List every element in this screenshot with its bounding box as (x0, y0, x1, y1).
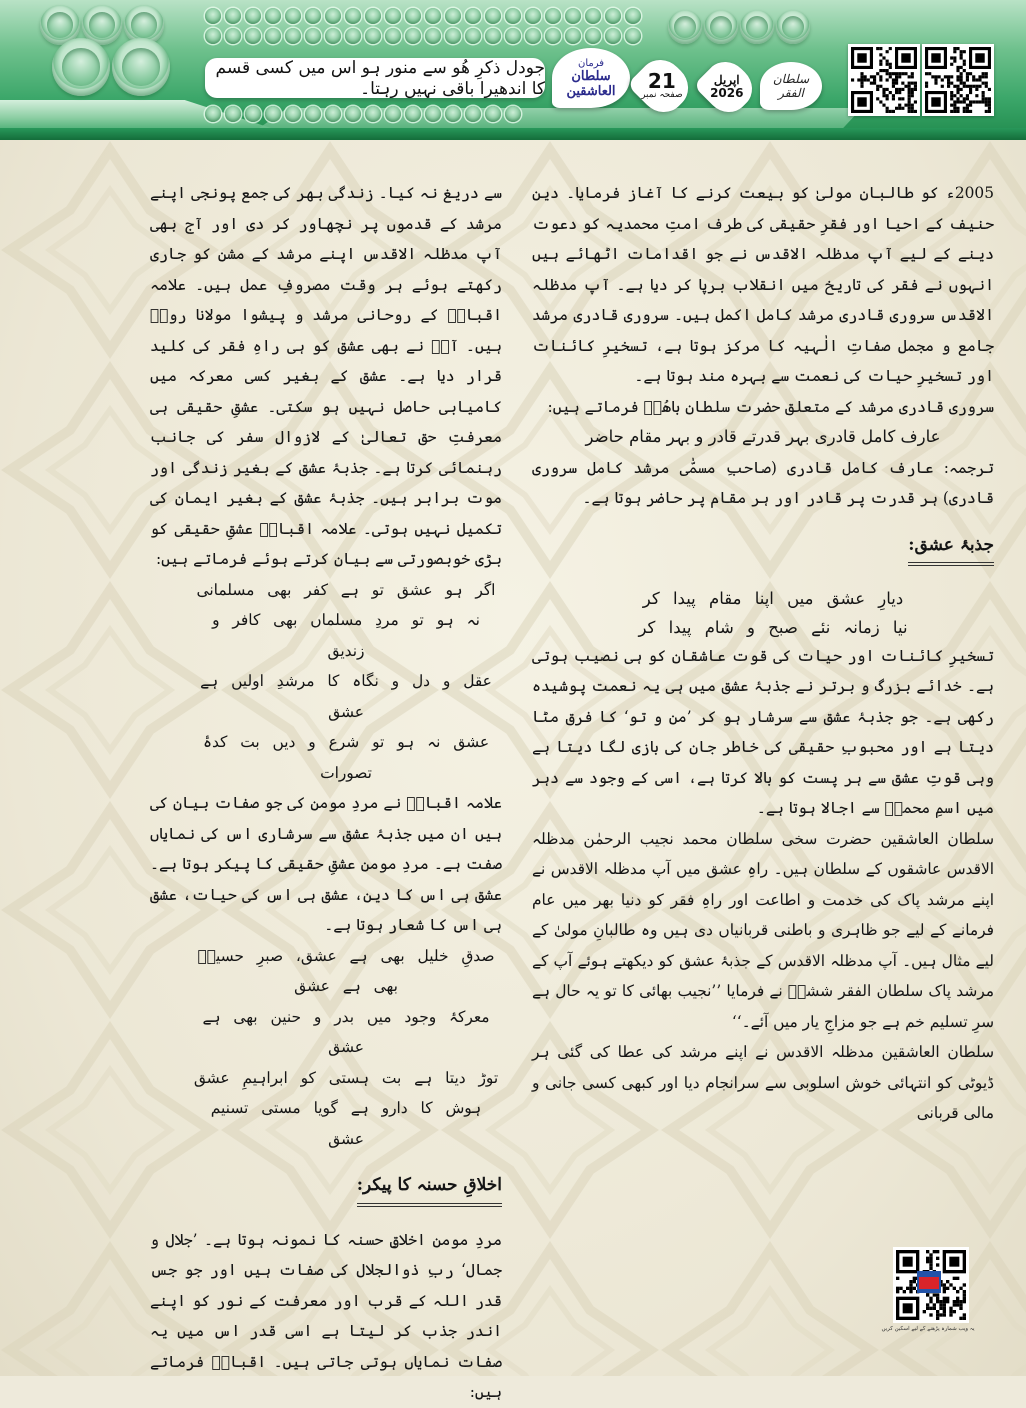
decor-dot (485, 8, 501, 24)
decor-dot (225, 28, 241, 44)
decor-dot (425, 8, 441, 24)
decor-dot (405, 106, 421, 122)
decor-ring (704, 10, 738, 44)
decor-dot (505, 106, 521, 122)
section-heading-akhlaq-e-hasna: اخلاقِ حسنہ کا پیکر: (357, 1170, 502, 1207)
qr-code-1[interactable] (848, 44, 920, 116)
paragraph: تسخیرِ کائنات اور حیات کی قوت عاشقان کو ہی نصیب ہوتی ہے۔ خدائے بزرگ و برتر نے جذبۂ عشق میں ہی یہ نعمت پوشیدہ رکھی ہے۔ جو جذبۂ عشق سے سرشار ہو کر ’من و تو‘ کا فرق مٹا دیتا ہے اور محبوبِ حقیقی کی خاطر جان کی بازی لگا دیتا ہے وہی قوتِ عشق سے ہر پست کو بالا کرتا ہے، اسی کے وجود سے دہر میں اسمِ محمدؐ سے اجالا ہوتا ہے۔ (532, 646, 994, 817)
decor-dot (465, 28, 481, 44)
decor-dots (205, 106, 521, 122)
magazine-logo (760, 62, 822, 110)
header-bottom-bar (0, 128, 1026, 140)
decor-dot (205, 28, 221, 44)
issue-year: 2026 (710, 86, 744, 100)
paragraph: علامہ اقبالؒ نے مردِ مومن کی جو صفات بیان کی ہیں ان میں جذبۂ عشق سے سرشاری اس کی نمایاں صفت ہے۔ مردِ مومن عشقِ حقیقی کا پیکر ہوتا ہے۔ عشق ہی اس کا دین، عشق ہی اس کی حیات، عشق ہی اس کا شعار ہوتا ہے۔ (150, 794, 502, 934)
verse-line: صدقِ خلیل بھی ہے عشق، صبرِ حسینؓ بھی ہے عشق (197, 946, 495, 995)
decor-dot (325, 28, 341, 44)
paragraph: مردِ مومن اخلاقِ حسنہ کا نمونہ ہوتا ہے۔ ’جلال و جمال‘ ربِ ذوالجلال کی صفات ہیں اور جو جس قدر اللہ کے قرب اور معرفت کے نور کو اپنے اندر جذب کر لیتا ہے اسی قدر اس میں یہ صفات نمایاں ہوتی جاتی ہیں۔ اقبالؒ فرماتے ہیں: (150, 1230, 502, 1401)
persian-verse: عارف کامل قادری بہر قدرتے قادر و بہر مقام حاضر (585, 427, 941, 446)
decor-dots (205, 28, 641, 44)
decor-dot (345, 8, 361, 24)
verse-line: معرکۂ وجود میں بدر و حنین بھی ہے عشق (202, 1007, 490, 1056)
article-column-left (150, 178, 502, 1408)
decor-dot (405, 28, 421, 44)
decor-dot (445, 106, 461, 122)
decor-dot (305, 28, 321, 44)
decor-dot (205, 8, 221, 24)
verse-line: دیارِ عشق میں اپنا مقام پیدا کر (642, 589, 904, 608)
qr-code-icon (851, 47, 917, 113)
farman-label: فرمان (577, 57, 605, 69)
decor-dot (565, 28, 581, 44)
decor-dot (425, 28, 441, 44)
qr-code-2[interactable] (922, 44, 994, 116)
header-quote (205, 58, 545, 98)
paragraph: سروری قادری مرشد کے متعلق حضرت سلطان باھُوؒ فرماتے ہیں: (547, 397, 994, 416)
decor-ring (776, 10, 810, 44)
header-quote-text: جودل ذکرِ ھُو سے منور ہو اس میں کسی قسم کا اندھیرا باقی نہیں رہتا۔ (215, 58, 545, 99)
decor-dot (365, 106, 381, 122)
decor-dot (565, 8, 581, 24)
decor-dot (545, 28, 561, 44)
page-label: صفحہ نمبر (641, 90, 683, 100)
web-edition-qr-code[interactable] (893, 1247, 969, 1323)
decor-dot (225, 8, 241, 24)
magazine-logo-text: سلطان الفقر (772, 72, 810, 100)
decor-dot (385, 8, 401, 24)
decor-dot (245, 28, 261, 44)
decor-dot (625, 28, 641, 44)
paragraph: سلطان العاشقین مدظلہ الاقدس نے اپنے مرشد کی عطا کی گئی ہر ڈیوٹی کو انتہائی خوش اسلوبی سے سرانجام دیا اور کبھی کسی جانی و مالی قربانی (532, 1043, 994, 1122)
decor-dot (345, 106, 361, 122)
decor-dot (485, 28, 501, 44)
decor-dot (505, 8, 521, 24)
decor-ring (112, 38, 170, 96)
magazine-header (0, 0, 1026, 140)
decor-dot (265, 106, 281, 122)
farman-source: سلطان العاشقین (566, 68, 616, 99)
decor-dot (625, 8, 641, 24)
page-number: 21 (648, 69, 676, 93)
decor-dot (385, 28, 401, 44)
verse-line: نیا زمانہ نئے صبح و شام پیدا کر (638, 617, 908, 637)
verse-line: نہ ہو تو مردِ مسلماں بھی کافر و زندیق (212, 611, 480, 660)
decor-dot (345, 28, 361, 44)
decor-dot (365, 28, 381, 44)
decor-dot (305, 106, 321, 122)
decor-dot (445, 28, 461, 44)
decor-dot (305, 8, 321, 24)
magazine-logo-icon (917, 1271, 941, 1293)
decor-ring (740, 10, 774, 44)
decor-dot (505, 28, 521, 44)
verse-line: ہوش کا دارو ہے گویا مستی تسنیم عشق (210, 1099, 482, 1148)
decor-dot (245, 106, 261, 122)
paragraph: سلطان العاشقین حضرت سخی سلطان محمد نجیب الرحمٰن مدظلہ الاقدس عاشقوں کے سلطان ہیں۔ راہِ عشق میں آپ مدظلہ الاقدس نے اپنے مرشد پاک کی خدمت و اطاعت اور راہِ فقر کو دنیا بھر میں عام فرمانے کے لیے جو ظاہری و باطنی قربانیاں دی ہیں وہ طالبانِ مولیٰ کے لیے مثال ہیں۔ آپ مدظلہ الاقدس کے جذبۂ عشق کو دیکھتے ہوئے آپ کے مرشد پاک سلطان الفقر ششمؒ نے فرمایا ’’نجیب بھائی کا تو یہ حال ہے سرِ تسلیم خم ہے جو مزاجِ یار میں آئے۔‘‘ (532, 829, 994, 1031)
decor-dot (225, 106, 241, 122)
decor-dots (205, 8, 641, 24)
qr-code-icon (925, 47, 991, 113)
decor-dot (325, 106, 341, 122)
verse-translation: ترجمہ: عارف کامل قادری (صاحبِ مسمّٰی مرشد کامل سروری قادری) ہر قدرت پر قادر اور ہر مقام پر حاضر ہوتا ہے۔ (532, 458, 994, 507)
decor-ring (668, 10, 702, 44)
paragraph: 2005ء کو طالبانِ مولیٰ کو بیعت کرنے کا آغاز فرمایا۔ دینِ حنیف کے احیا اور فقرِ حقیقی کی طرف امتِ محمدیہ کو دعوت دینے کے لیے آپ مدظلہ الاقدس نے جو اقدامات اٹھائے ہیں انہوں نے فقر کی تاریخ میں انقلاب برپا کر دیا ہے۔ آپ مدظلہ الاقدس سروری قادری مرشد کامل اکمل ہیں۔ سروری قادری مرشد جامع و مجمل صفاتِ الٰہیہ کا مرکز ہوتا ہے، تسخیرِ کائنات اور تسخیرِ حیات کی نعمت سے بہرہ مند ہوتا ہے۔ (532, 184, 994, 385)
decor-dot (605, 28, 621, 44)
decor-dot (325, 8, 341, 24)
verse-line: توڑ دیتا ہے بت ہستی کو ابراہیمِ عشق (193, 1068, 499, 1087)
decor-dot (585, 28, 601, 44)
decor-dot (245, 8, 261, 24)
decor-dot (525, 8, 541, 24)
decor-dot (265, 8, 281, 24)
decor-dot (485, 106, 501, 122)
decor-dot (465, 106, 481, 122)
section-heading-jazba-e-ishq: جذبۂ عشق: (908, 530, 994, 567)
issue-month: اپریل (714, 73, 740, 87)
decor-dot (585, 8, 601, 24)
decor-dot (405, 8, 421, 24)
decor-dot (445, 8, 461, 24)
decor-dot (265, 28, 281, 44)
decor-dot (285, 28, 301, 44)
decor-dot (525, 28, 541, 44)
verse-line: عقل و دل و نگاہ کا مرشدِ اولیں ہے عشق (200, 672, 492, 721)
decor-dot (285, 8, 301, 24)
decor-dot (605, 8, 621, 24)
paragraph: سے دریغ نہ کیا۔ زندگی بھر کی جمع پونجی اپنے مرشد کے قدموں پر نچھاور کر دی اور آج بھی آپ مدظلہ الاقدس اپنے مرشد کے مشن کو جاری رکھتے ہوئے ہر وقت مصروفِ عمل ہیں۔ علامہ اقبالؒ کے روحانی مرشد و پیشوا مولانا رومؒ ہیں۔ آپؒ نے بھی عشق کو ہی راہِ فقر کی کلید قرار دیا ہے۔ عشق کے بغیر کسی معرکہ میں کامیابی حاصل نہیں ہو سکتی۔ عشقِ حقیقی ہی معرفتِ حق تعالیٰ کے لازوال سفر کی جانب رہنمائی کرتا ہے۔ جذبۂ عشق کے بغیر زندگی اور موت برابر ہیں۔ جذبۂ عشق کے بغیر ایمان کی تکمیل نہیں ہوتی۔ علامہ اقبالؒ عشقِ حقیقی کو بڑی خوبصورتی سے بیان کرتے ہوئے فرماتے ہیں: (150, 184, 502, 568)
verse-line: اگر ہو عشق تو ہے کفر بھی مسلمانی (196, 580, 496, 599)
decor-dot (205, 106, 221, 122)
decor-dot (365, 8, 381, 24)
decor-dot (465, 8, 481, 24)
article-column-right (532, 178, 994, 1129)
farman-badge (552, 48, 630, 108)
qr-caption: یہ ویب شمارہ پڑھنے کے لیے اسکین کریں (881, 1326, 975, 1332)
decor-dot (545, 8, 561, 24)
verse-line: عشق نہ ہو تو شرع و دیں بت کدۂ تصورات (202, 733, 490, 782)
decor-dot (385, 106, 401, 122)
decor-dot (425, 106, 441, 122)
decor-ring (52, 38, 110, 96)
decor-dot (285, 106, 301, 122)
